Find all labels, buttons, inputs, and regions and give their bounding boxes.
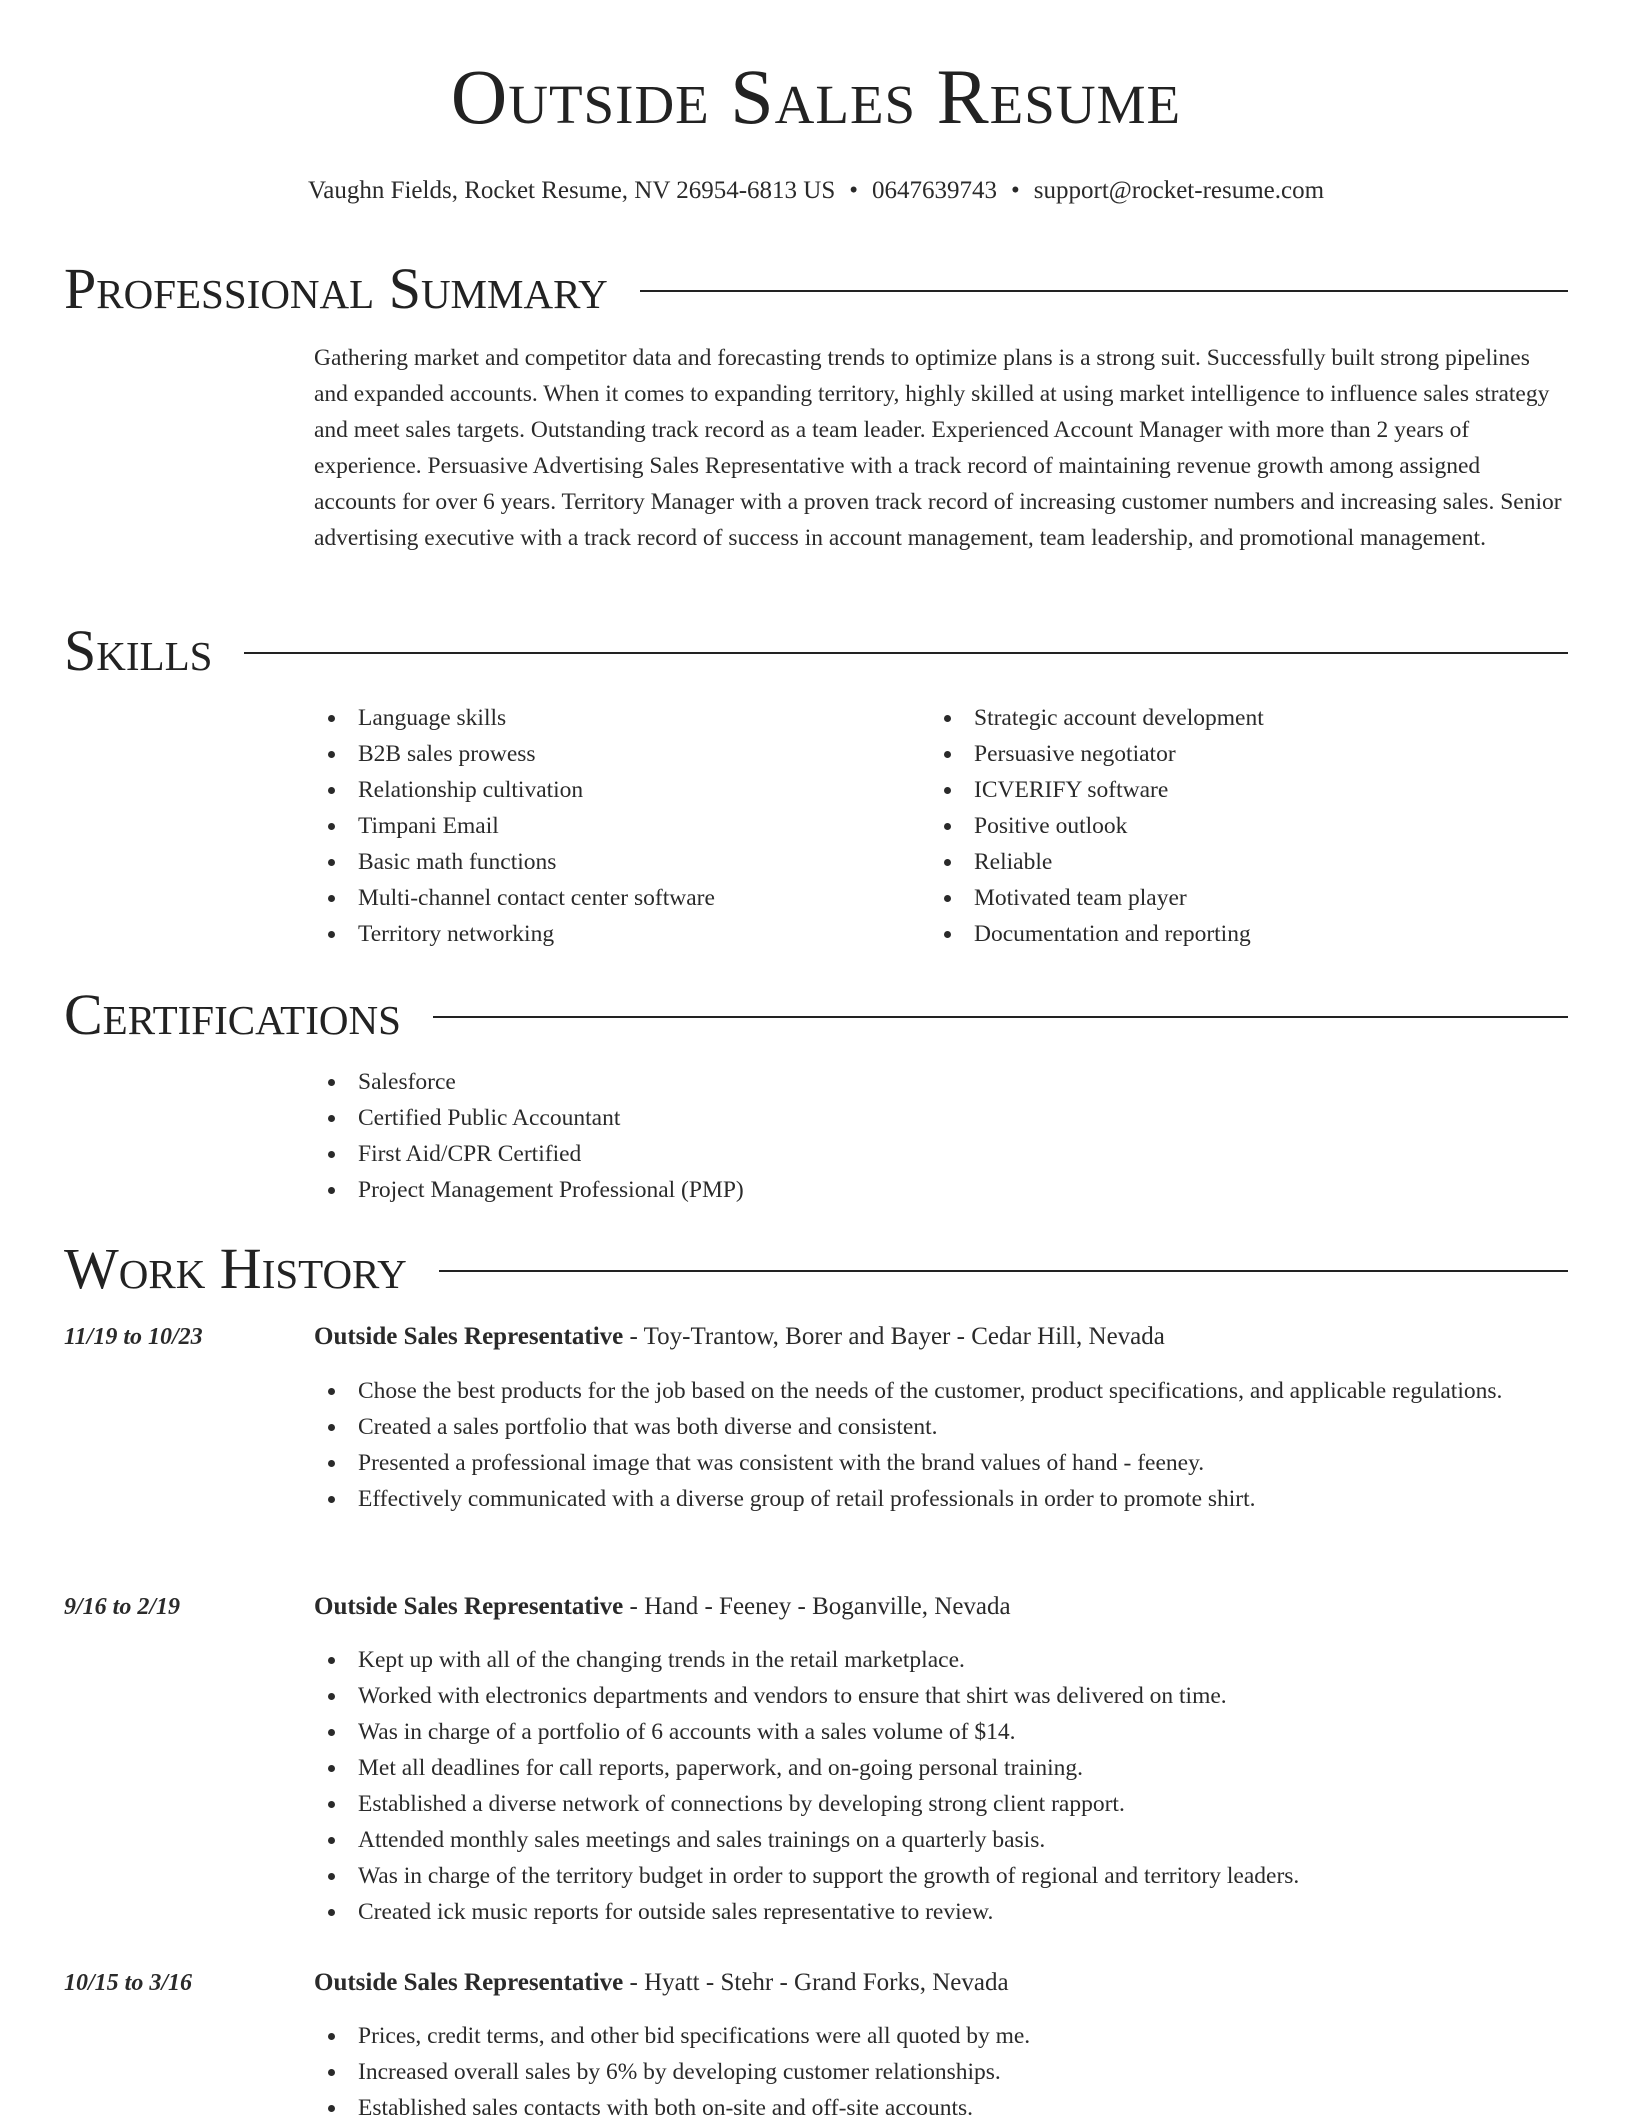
job-bullet: Attended monthly sales meetings and sales trainings on a quarterly basis.	[314, 1822, 1568, 1858]
skills-heading: Skills	[64, 618, 213, 683]
job-dates: 11/19 to 10/23	[64, 1324, 203, 1350]
contact-email: support@rocket-resume.com	[1033, 177, 1325, 204]
job-bullet: Chose the best products for the job based on the needs of the customer, product specifications, and applicable regulations.	[314, 1373, 1568, 1409]
skill-item: Relationship cultivation	[314, 772, 874, 808]
skill-item: Multi-channel contact center software	[314, 880, 874, 916]
skill-item: Basic math functions	[314, 844, 874, 880]
job-bullet: Effectively communicated with a diverse group of retail professionals in order to promote shirt.	[314, 1481, 1568, 1517]
job-title-line	[314, 1322, 1165, 1352]
job-bullet: Increased overall sales by 6% by developing customer relationships.	[314, 2054, 1568, 2090]
section-divider	[640, 290, 1568, 292]
resume-title: Outside Sales Resume	[450, 53, 1182, 140]
contact-phone: 0647639743	[872, 177, 997, 204]
skill-item: B2B sales prowess	[314, 736, 874, 772]
summary-section-header	[64, 256, 1568, 321]
skill-item: Positive outlook	[930, 808, 1550, 844]
skills-section-header	[64, 618, 1568, 683]
job-bullet: Was in charge of a portfolio of 6 accounts with a sales volume of $14.	[314, 1714, 1568, 1750]
job-bullet: Established sales contacts with both on-site and off-site accounts.	[314, 2090, 1568, 2126]
certifications-list	[314, 1064, 1214, 1208]
job-role: Outside Sales Representative	[314, 1593, 624, 1620]
job-bullet: Was in charge of the territory budget in order to support the growth of regional and territory leaders.	[314, 1858, 1568, 1894]
section-divider	[244, 652, 1568, 654]
certification-item: Salesforce	[314, 1064, 1214, 1100]
job-bullets	[314, 1642, 1568, 1930]
job-title-line	[314, 1592, 1011, 1622]
job-company: - Toy-Trantow, Borer and Bayer - Cedar Hill, Nevada	[623, 1323, 1165, 1350]
certification-item: Project Management Professional (PMP)	[314, 1172, 1214, 1208]
skill-item: Persuasive negotiator	[930, 736, 1550, 772]
skill-item: Territory networking	[314, 916, 874, 952]
job-bullet: Created a sales portfolio that was both diverse and consistent.	[314, 1409, 1568, 1445]
job-bullet: Kept up with all of the changing trends in the retail marketplace.	[314, 1642, 1568, 1678]
contact-separator: •	[1011, 177, 1020, 204]
job-bullet: Established a diverse network of connections by developing strong client rapport.	[314, 1786, 1568, 1822]
summary-text: Gathering market and competitor data and forecasting trends to optimize plans is a strong suit. Successfully built strong pipelines and expanded accounts. When it comes to expanding territory, highly skilled at using market intelligence to influence sales strategy and meet sales targets. Outstanding track record as a team leader. Experienced Account Manager with more than 2 years of experience. Persuasive Advertising Sales Representative with a track record of maintaining revenue growth among assigned accounts for over 6 years. Territory Manager with a proven track record of increasing customer numbers and increasing sales. Senior advertising executive with a track record of success in account management, team leadership, and promotional management.	[314, 345, 1562, 551]
certifications-section-header	[64, 982, 1568, 1047]
certification-item: First Aid/CPR Certified	[314, 1136, 1214, 1172]
job-bullet: Met all deadlines for call reports, paperwork, and on-going personal training.	[314, 1750, 1568, 1786]
job-dates: 9/16 to 2/19	[64, 1594, 181, 1620]
job-role: Outside Sales Representative	[314, 1969, 624, 1996]
job-company: - Hand - Feeney - Boganville, Nevada	[623, 1593, 1011, 1620]
contact-line	[0, 176, 1632, 206]
skills-list-right	[930, 700, 1550, 952]
work-history-section-header	[64, 1236, 1568, 1301]
section-divider	[433, 1016, 1568, 1018]
skill-item: Documentation and reporting	[930, 916, 1550, 952]
skill-item: Language skills	[314, 700, 874, 736]
job-bullet: Prices, credit terms, and other bid specifications were all quoted by me.	[314, 2018, 1568, 2054]
contact-address: Vaughn Fields, Rocket Resume, NV 26954-6813 US	[307, 177, 836, 204]
job-bullets	[314, 2018, 1568, 2126]
job-bullet: Worked with electronics departments and vendors to ensure that shirt was delivered on time.	[314, 1678, 1568, 1714]
job-company: - Hyatt - Stehr - Grand Forks, Nevada	[623, 1969, 1009, 1996]
skill-item: Motivated team player	[930, 880, 1550, 916]
work-history-heading: Work History	[64, 1236, 407, 1301]
contact-separator: •	[849, 177, 858, 204]
job-dates: 10/15 to 3/16	[64, 1970, 193, 1996]
job-bullet: Created ick music reports for outside sales representative to review.	[314, 1894, 1568, 1930]
skill-item: Timpani Email	[314, 808, 874, 844]
skill-item: Reliable	[930, 844, 1550, 880]
skills-list-left	[314, 700, 874, 952]
skill-item: Strategic account development	[930, 700, 1550, 736]
section-divider	[439, 1270, 1568, 1272]
skill-item: ICVERIFY software	[930, 772, 1550, 808]
certification-item: Certified Public Accountant	[314, 1100, 1214, 1136]
summary-heading: Professional Summary	[64, 256, 608, 321]
job-title-line	[314, 1968, 1009, 1998]
job-bullet: Presented a professional image that was consistent with the brand values of hand - feeney.	[314, 1445, 1568, 1481]
job-role: Outside Sales Representative	[314, 1323, 624, 1350]
certifications-heading: Certifications	[64, 982, 401, 1047]
job-bullets	[314, 1373, 1568, 1517]
